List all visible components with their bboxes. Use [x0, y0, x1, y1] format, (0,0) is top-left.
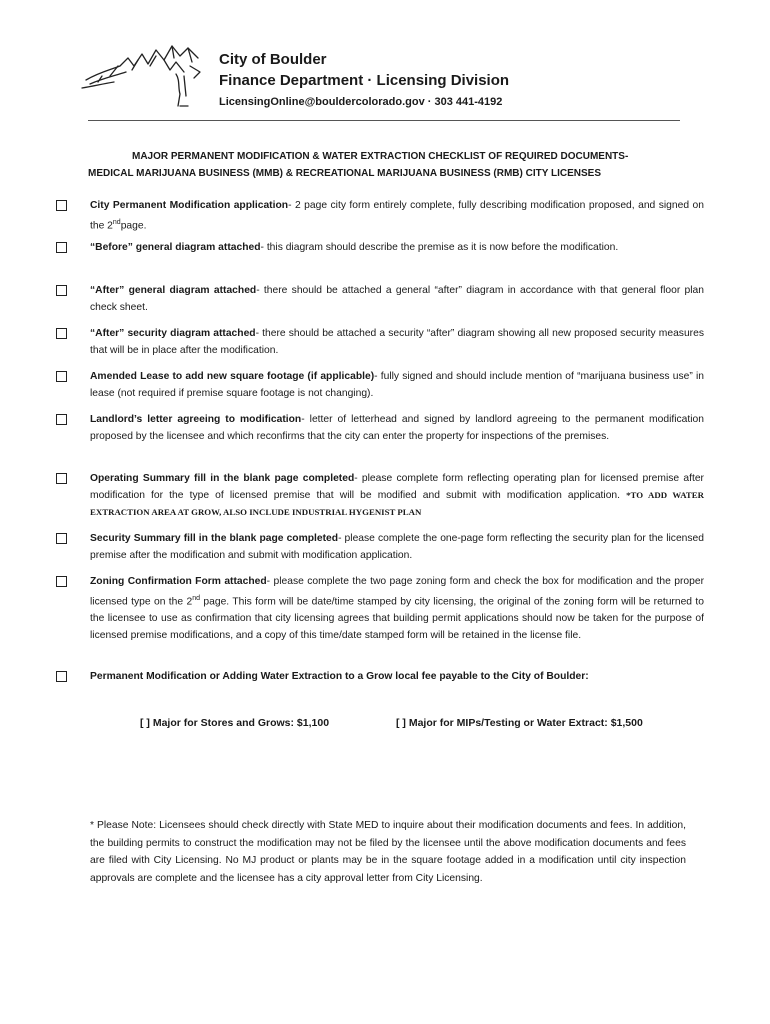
- checklist-item-security-summary: [56, 530, 704, 564]
- checklist-item-zoning-confirmation: [56, 573, 704, 644]
- item-heading: Security Summary fill in the blank page completed: [90, 533, 339, 544]
- checklist-item-application: [56, 197, 704, 234]
- organization-block: [219, 50, 509, 111]
- item-text: - there should be attached a general “after” diagram in accordance with that general floor plan check sheet.: [90, 285, 705, 313]
- checklist-item-before-diagram: [56, 239, 704, 256]
- item-heading: Zoning Confirmation Form attached: [90, 576, 267, 587]
- item-heading: “After” security diagram attached: [90, 328, 256, 339]
- checkbox[interactable]: [56, 473, 67, 484]
- item-text: - this diagram should describe the premise as it is now before the modification.: [260, 242, 619, 253]
- water-extraction-note: *TO ADD WATER EXTRACTION AREA AT GROW, ALSO INCLUDE INDUSTRIAL HYGENIST PLAN: [90, 490, 705, 517]
- checkbox[interactable]: [56, 533, 67, 544]
- licensee-note: * Please Note: Licensees should check directly with State MED to inquire about their modification documents and fees. In addition, the building permits to construct the modification may not be filed by the licensee until the above modification documents and fees are filed with City Licensing. No MJ product or plants may be in the square footage added in a modification until city inspection approvals are complete and the licensee has a city approval letter from City Licensing.: [90, 820, 686, 884]
- item-heading: “Before” general diagram attached: [90, 242, 261, 253]
- item-heading: Amended Lease to add new square footage (if applicable): [90, 371, 375, 382]
- item-superscript: nd: [192, 595, 201, 602]
- item-text: - please complete the two page zoning form and check the box for modification and the proper licensed type on the 2: [90, 576, 705, 608]
- item-text: - fully signed and should include mention of “marijuana business use” in lease (not required if premise square footage is not changing).: [90, 371, 704, 399]
- contact-info: LicensingOnline@bouldercolorado.gov · 303 441-4192: [219, 96, 503, 108]
- item-text: - there should be attached a security “after” diagram showing all new proposed security measures that will be in place after the modification.: [90, 328, 704, 356]
- item-superscript: nd: [112, 219, 121, 226]
- document-title: [88, 148, 688, 182]
- title-line-2: MEDICAL MARIJUANA BUSINESS (MMB) & RECREATIONAL MARIJUANA BUSINESS (RMB) CITY LICENSES: [88, 168, 601, 179]
- item-text-after: page. This form will be date/time stamped by city licensing, the original of the zoning form will be returned to the licensee to use as confirmation that city licensing agrees that building permit applications should now be taken for the purpose of licensed premise modifications, and a copy of this time/date stamped form will be retained in the license file.: [90, 596, 704, 642]
- org-name: City of Boulder: [219, 51, 327, 68]
- item-heading: Operating Summary fill in the blank page completed: [90, 473, 355, 484]
- item-text: - please complete form reflecting operating plan for licensed premise after modification for the type of licensed premise that will be modified and submit with modification application.: [90, 473, 704, 501]
- checkbox[interactable]: [56, 371, 67, 382]
- item-heading: City Permanent Modification application: [90, 200, 289, 211]
- checklist-item-amended-lease: [56, 368, 704, 402]
- fee-option-stores-grows[interactable]: [ ] Major for Stores and Grows: $1,100: [140, 717, 330, 729]
- item-text-after: page.: [120, 220, 147, 232]
- checklist-item-operating-summary: [56, 470, 704, 521]
- checklist-item-local-fee: [56, 668, 704, 685]
- item-heading: Landlord’s letter agreeing to modification: [90, 414, 302, 425]
- checkbox[interactable]: [56, 414, 67, 425]
- item-text: - please complete the one-page form reflecting the security plan for the licensed premise after the modification and submit with modification application.: [90, 533, 704, 561]
- checkbox[interactable]: [56, 285, 67, 296]
- mountains-logo-icon: [80, 36, 220, 116]
- title-line-1: MAJOR PERMANENT MODIFICATION & WATER EXTRACTION CHECKLIST OF REQUIRED DOCUMENTS-: [132, 151, 629, 162]
- checkbox[interactable]: [56, 242, 67, 253]
- checkbox[interactable]: [56, 328, 67, 339]
- checkbox[interactable]: [56, 671, 67, 682]
- checklist-item-after-general-diagram: [56, 282, 704, 316]
- item-heading: “After” general diagram attached: [90, 285, 257, 296]
- checklist-item-after-security-diagram: [56, 325, 704, 359]
- checkbox[interactable]: [56, 576, 67, 587]
- item-text: - 2 page city form entirely complete, fully describing modification proposed, and signed on the 2: [90, 200, 705, 232]
- department-name: Finance Department · Licensing Division: [219, 72, 510, 89]
- checkbox[interactable]: [56, 200, 67, 211]
- item-text: - letter of letterhead and signed by landlord agreeing to the permanent modification proposed by the licensee and which reconfirms that the city can enter the property for inspections of the premises.: [90, 414, 704, 442]
- item-heading: Permanent Modification or Adding Water Extraction to a Grow local fee payable to the City of Boulder:: [90, 671, 589, 682]
- fee-option-mips-testing[interactable]: [ ] Major for MIPs/Testing or Water Extract: $1,500: [396, 717, 643, 729]
- header-divider: [88, 120, 680, 121]
- checklist-item-landlord-letter: [56, 411, 704, 445]
- letterhead: [80, 32, 700, 122]
